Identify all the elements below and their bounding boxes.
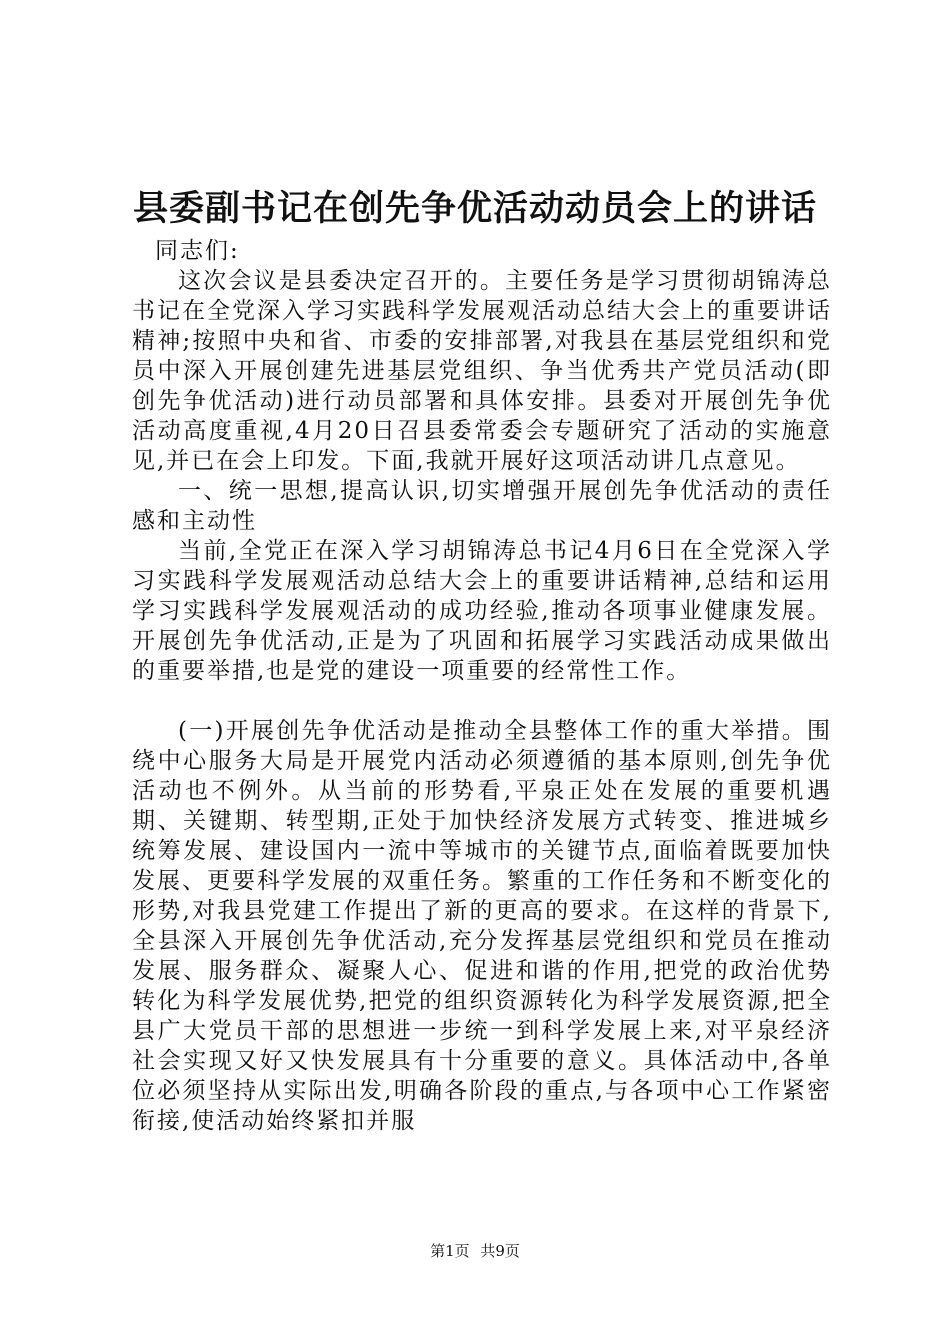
page-footer (0, 1241, 950, 1261)
document-body (132, 236, 832, 1136)
document-title: 县委副书记在创先争优活动动员会上的讲话 (132, 189, 817, 229)
page-number: 第1页 (430, 1242, 470, 1260)
page-total: 共9页 (480, 1242, 520, 1260)
paragraph-subsection-one: (一)开展创先争优活动是推动全县整体工作的重大举措。围绕中心服务大局是开展党内活动必须遵循的基本原则,创先争优活动也不例外。从当前的形势看,平泉正处在发展的重要机遇期、关键期、转型期,正处于加快经济发展方式转变、推进城乡统筹发展、建设国内一流中等城市的关键节点,面临着既要加快发展、更要科学发展的双重任务。繁重的工作任务和不断变化的形势,对我县党建工作提出了新的更高的要求。在这样的背景下,全县深入开展创先争优活动,充分发挥基层党组织和党员在推动发展、服务群众、凝聚人心、促进和谐的作用,把党的政治优势转化为科学发展优势,把党的组织资源转化为科学发展资源,把全县广大党员干部的思想进一步统一到科学发展上来,对平泉经济社会实现又好又快发展具有十分重要的意义。具体活动中,各单位必须坚持从实际出发,明确各阶段的重点,与各项中心工作紧密衔接,使活动始终紧扣并服 (132, 718, 832, 1134)
paragraph-context: 当前,全党正在深入学习胡锦涛总书记4月6日在全党深入学习实践科学发展观活动总结大会上的重要讲话精神,总结和运用学习实践科学发展观活动的成功经验,推动各项事业健康发展。开展创先争优活动,正是为了巩固和拓展学习实践活动成果做出的重要举措,也是党的建设一项重要的经常性工作。 (132, 538, 832, 684)
section-heading: 一、统一思想,提高认识,切实增强开展创先争优活动的责任感和主动性 (132, 478, 832, 534)
greeting-line: 同志们: (155, 238, 240, 264)
paragraph-intro: 这次会议是县委决定召开的。主要任务是学习贯彻胡锦涛总书记在全党深入学习实践科学发展观活动总结大会上的重要讲话精神;按照中央和省、市委的安排部署,对我县在基层党组织和党员中深入开展创建先进基层党组织、争当优秀共产党员活动(即创先争优活动)进行动员部署和具体安排。县委对开展创先争优活动高度重视,4月20日召县委常委会专题研究了活动的实施意见,并已在会上印发。下面,我就开展好这项活动讲几点意见。 (132, 268, 832, 474)
